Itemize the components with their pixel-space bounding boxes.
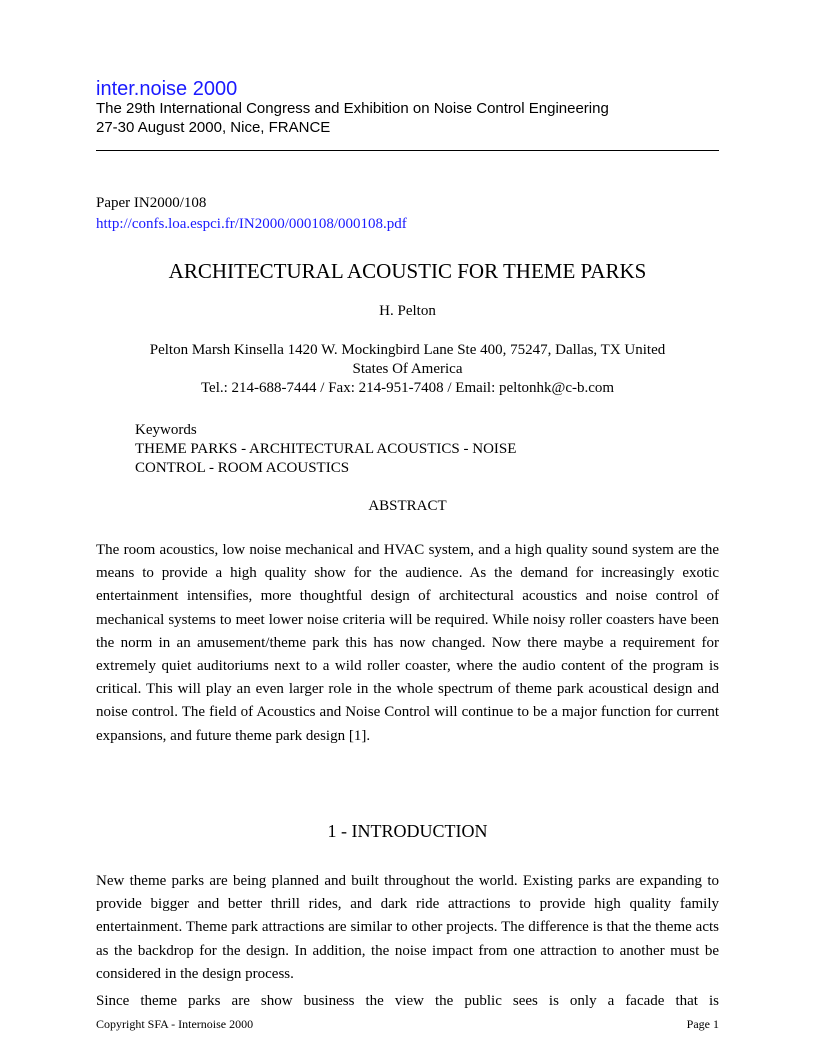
author-name: H. Pelton [379,303,436,319]
abstract-heading: ABSTRACT [368,498,447,514]
keywords-line-1: THEME PARKS - ARCHITECTURAL ACOUSTICS - NOISE [135,441,517,457]
footer-page-number: Page 1 [686,1017,719,1031]
affiliation-line-2: States Of America [352,361,463,377]
paper-title: ARCHITECTURAL ACOUSTIC FOR THEME PARKS [168,259,647,283]
contact-info: Tel.: 214-688-7444 / Fax: 214-951-7408 / Email: peltonhk@c-b.com [200,380,615,396]
footer-copyright: Copyright SFA - Internoise 2000 [96,1017,254,1031]
paper-id: Paper IN2000/108 [96,195,207,211]
keywords-label: Keywords [135,422,197,438]
keywords-line-2: CONTROL - ROOM ACOUSTICS [135,460,350,476]
conference-subtitle: The 29th International Congress and Exhibition on Noise Control Engineering [96,100,609,117]
header-divider [96,150,719,151]
abstract-body: The room acoustics, low noise mechanical and HVAC system, and a high quality sound system are the means to provide a high quality show for the audience. As the demand for increasingly exotic entertainment intensifies, more thoughtful design of architectural acoustics and noise control of mechanical systems to meet lower noise criteria will be required. While noisy roller coasters have been the norm in an amusement/theme park this has now changed. Now there maybe a requirement for extremely quiet auditoriums next to a wild roller coaster, where the audio content of the program is critical. This will play an even larger role in the whole spectrum of theme park acoustical design and noise control. The field of Acoustics and Noise Control will continue to be a major function for current expansions, and future theme park design [1]. [96,542,719,744]
conference-dates: 27-30 August 2000, Nice, FRANCE [96,119,331,136]
conference-name: inter.noise 2000 [96,78,238,100]
introduction-paragraph-1: New theme parks are being planned and built throughout the world. Existing parks are expanding to provide bigger and better thrill rides, and dark ride attractions to provide high quality family entertainment. Theme park attractions are similar to other projects. The difference is that the theme acts as the backdrop for the design. In addition, the noise impact from one attraction to another must be considered in the design process. [96,873,719,982]
paper-url-link[interactable]: http://confs.loa.espci.fr/IN2000/000108/000108.pdf [96,216,407,232]
introduction-paragraph-2: Since theme parks are show business the view the public sees is only a facade that is [96,993,719,1009]
introduction-heading: 1 - INTRODUCTION [327,821,488,841]
affiliation-line-1: Pelton Marsh Kinsella 1420 W. Mockingbird Lane Ste 400, 75247, Dallas, TX United [149,342,666,358]
